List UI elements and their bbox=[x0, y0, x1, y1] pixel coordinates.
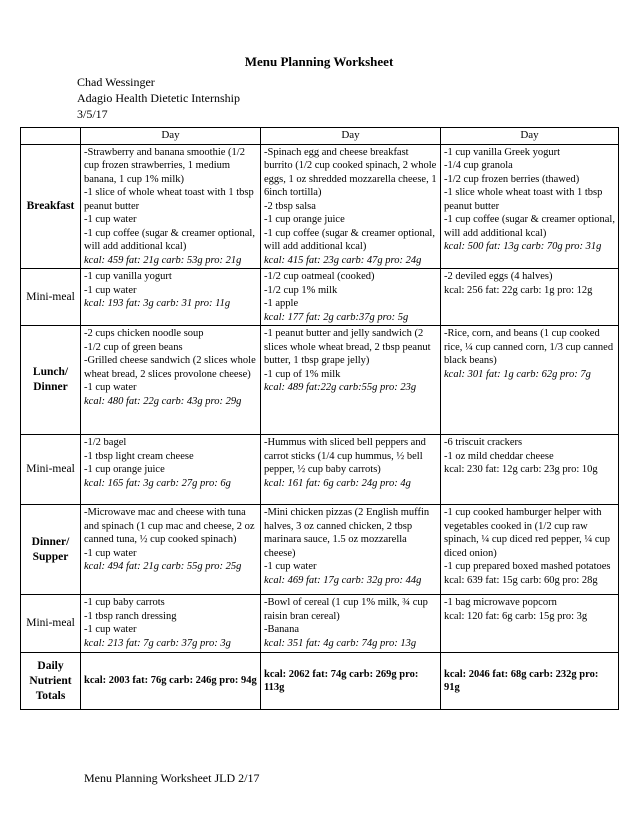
row-label: Mini-meal bbox=[21, 595, 81, 653]
menu-item-line: kcal: 639 fat: 15g carb: 60g pro: 28g bbox=[444, 574, 598, 586]
table-body bbox=[21, 144, 619, 710]
column-header: Day bbox=[441, 128, 619, 145]
menu-item-line: -1 peanut butter and jelly sandwich (2 slices whole wheat bread, 2 tbsp peanut butter, 1 tbsp grape jelly) bbox=[264, 328, 431, 366]
corner-cell bbox=[21, 128, 81, 145]
menu-item-line: -1 cup water bbox=[84, 624, 137, 635]
menu-item-line: -1 cup water bbox=[264, 561, 317, 572]
menu-cell bbox=[261, 435, 441, 505]
table-row bbox=[21, 595, 619, 653]
menu-item-line: -1 cup cooked hamburger helper with vegetables cooked in (1/2 cup raw spinach, ¼ cup diced red pepper, ¼ cup diced onion) bbox=[444, 507, 611, 559]
kcal-summary: kcal: 177 fat: 2g carb:37g pro: 5g bbox=[264, 311, 409, 323]
menu-item-line: -1/2 cup 1% milk bbox=[264, 284, 338, 296]
page-title: Menu Planning Worksheet bbox=[244, 54, 394, 69]
menu-item-line: -1 cup vanilla yogurt bbox=[84, 271, 172, 282]
menu-item-line: -Mini chicken pizzas (2 English muffin halves, 3 oz canned chicken, 2 tbsp marinara sauce, 1.5 oz mozzarella cheese) bbox=[264, 507, 430, 559]
table-row bbox=[21, 144, 619, 269]
kcal-summary: kcal: 494 fat: 21g carb: 55g pro: 25g bbox=[84, 561, 242, 572]
menu-item-line: -1 cup of 1% milk bbox=[264, 368, 341, 380]
menu-item-line: -1 bag microwave popcorn bbox=[444, 597, 557, 608]
menu-cell bbox=[261, 269, 441, 326]
kcal-summary: kcal: 469 fat: 17g carb: 32g pro: 44g bbox=[264, 574, 422, 586]
menu-cell bbox=[81, 505, 261, 595]
menu-cell bbox=[81, 435, 261, 505]
menu-item-line: -1/2 cup frozen berries (thawed) bbox=[444, 173, 580, 185]
menu-item-line: -1 cup water bbox=[84, 214, 137, 225]
table-header-row bbox=[21, 128, 619, 145]
kcal-summary: kcal: 459 fat: 21g carb: 53g pro: 21g bbox=[84, 254, 242, 266]
row-label: Breakfast bbox=[21, 144, 81, 269]
menu-item-line: -1 cup coffee (sugar & creamer optional, will add additional kcal) bbox=[264, 227, 435, 252]
kcal-summary: kcal: 480 fat: 22g carb: 43g pro: 29g bbox=[84, 395, 242, 407]
column-header: Day bbox=[81, 128, 261, 145]
menu-item-line: kcal: 120 fat: 6g carb: 15g pro: 3g bbox=[444, 610, 588, 622]
author-name: Chad Wessinger bbox=[77, 75, 155, 89]
row-label: Mini-meal bbox=[21, 269, 81, 326]
kcal-summary: kcal: 213 fat: 7g carb: 37g pro: 3g bbox=[84, 637, 231, 649]
menu-item-line: -1/2 cup oatmeal (cooked) bbox=[264, 271, 375, 282]
totals-label: Daily Nutrient Totals bbox=[21, 653, 81, 710]
column-header: Day bbox=[261, 128, 441, 145]
menu-item-line: -2 cups chicken noodle soup bbox=[84, 328, 204, 339]
menu-item-line: -1 cup water bbox=[84, 284, 137, 296]
menu-item-line: -1 cup water bbox=[84, 382, 137, 393]
menu-cell bbox=[441, 435, 619, 505]
menu-cell bbox=[441, 144, 619, 269]
menu-cell bbox=[261, 505, 441, 595]
table-row bbox=[21, 269, 619, 326]
menu-cell bbox=[261, 326, 441, 435]
menu-item-line: -1/4 cup granola bbox=[444, 160, 513, 171]
menu-cell bbox=[441, 269, 619, 326]
menu-item-line: -6 triscuit crackers bbox=[444, 437, 523, 448]
table-row bbox=[21, 505, 619, 595]
menu-item-line: kcal: 256 fat: 22g carb: 1g pro: 12g bbox=[444, 284, 593, 296]
organization: Adagio Health Dietetic Internship bbox=[77, 91, 240, 105]
row-label: Dinner/ Supper bbox=[21, 505, 81, 595]
table-row bbox=[21, 435, 619, 505]
menu-item-line: -Strawberry and banana smoothie (1/2 cup frozen strawberries, 1 medium banana, 1 cup 1% milk) bbox=[84, 146, 245, 185]
menu-item-line: -1 slice of whole wheat toast with 1 tbsp peanut butter bbox=[84, 187, 254, 212]
menu-item-line: kcal: 230 fat: 12g carb: 23g pro: 10g bbox=[444, 464, 598, 475]
row-label: Lunch/ Dinner bbox=[21, 326, 81, 435]
menu-item-line: -Microwave mac and cheese with tuna and spinach (1 cup mac and cheese, 2 oz canned tuna, ½ cup cooked spinach) bbox=[84, 507, 255, 545]
menu-item-line: -Spinach egg and cheese breakfast burrito (1/2 cup cooked spinach, 2 whole eggs, 1 oz shredded mozzarella cheese, 1 6inch tortilla) bbox=[264, 146, 437, 198]
kcal-summary: kcal: 301 fat: 1g carb: 62g pro: 7g bbox=[444, 368, 591, 380]
menu-cell bbox=[81, 144, 261, 269]
menu-item-line: -1 tbsp ranch dressing bbox=[84, 610, 177, 622]
menu-item-line: -Rice, corn, and beans (1 cup cooked rice, ¼ cup canned corn, 1/3 cup canned black beans) bbox=[444, 328, 614, 366]
menu-item-line: -1 cup prepared boxed mashed potatoes bbox=[444, 561, 611, 572]
document-date: 3/5/17 bbox=[77, 107, 108, 121]
menu-item-line: -1 cup vanilla Greek yogurt bbox=[444, 146, 561, 158]
menu-cell bbox=[441, 505, 619, 595]
menu-item-line: -1 oz mild cheddar cheese bbox=[444, 450, 554, 462]
totals-row bbox=[21, 653, 619, 710]
kcal-summary: kcal: 351 fat: 4g carb: 74g pro: 13g bbox=[264, 637, 417, 649]
menu-cell bbox=[441, 595, 619, 653]
kcal-summary: kcal: 193 fat: 3g carb: 31 pro: 11g bbox=[84, 298, 231, 309]
document-meta bbox=[77, 74, 240, 122]
menu-item-line: -2 tbsp salsa bbox=[264, 200, 316, 212]
menu-item-line: -1 cup orange juice bbox=[264, 214, 345, 225]
menu-cell bbox=[81, 326, 261, 435]
kcal-summary: kcal: 165 fat: 3g carb: 27g pro: 6g bbox=[84, 477, 231, 489]
menu-item-line: -1 cup coffee (sugar & creamer optional, will add additional kcal) bbox=[444, 214, 615, 239]
menu-cell bbox=[81, 269, 261, 326]
kcal-summary: kcal: 489 fat:22g carb:55g pro: 23g bbox=[264, 382, 417, 393]
daily-total-cell: kcal: 2046 fat: 68g carb: 232g pro: 91g bbox=[441, 653, 619, 710]
menu-table bbox=[20, 127, 619, 710]
daily-total-cell: kcal: 2062 fat: 74g carb: 269g pro: 113g bbox=[261, 653, 441, 710]
menu-cell bbox=[261, 595, 441, 653]
menu-item-line: -1 slice whole wheat toast with 1 tbsp peanut butter bbox=[444, 187, 603, 212]
menu-item-line: -1 cup water bbox=[84, 547, 137, 559]
menu-item-line: -Banana bbox=[264, 624, 299, 635]
kcal-summary: kcal: 415 fat: 23g carb: 47g pro: 24g bbox=[264, 254, 422, 266]
kcal-summary: kcal: 161 fat: 6g carb: 24g pro: 4g bbox=[264, 477, 411, 489]
menu-cell bbox=[261, 144, 441, 269]
menu-item-line: -2 deviled eggs (4 halves) bbox=[444, 271, 553, 282]
menu-item-line: -1 apple bbox=[264, 298, 299, 309]
kcal-summary: kcal: 500 fat: 13g carb: 70g pro: 31g bbox=[444, 241, 602, 252]
row-label: Mini-meal bbox=[21, 435, 81, 505]
table-row bbox=[21, 326, 619, 435]
menu-item-line: -1/2 cup of green beans bbox=[84, 341, 183, 353]
menu-item-line: -1 cup coffee (sugar & creamer optional, will add additional kcal) bbox=[84, 227, 255, 252]
menu-item-line: -1 cup baby carrots bbox=[84, 597, 165, 608]
menu-item-line: -Bowl of cereal (1 cup 1% milk, ¾ cup raisin bran cereal) bbox=[264, 597, 428, 622]
menu-item-line: -Grilled cheese sandwich (2 slices whole wheat bread, 2 slices provolone cheese) bbox=[84, 355, 256, 380]
menu-item-line: -1 tbsp light cream cheese bbox=[84, 450, 194, 462]
menu-cell bbox=[81, 595, 261, 653]
daily-total-cell: kcal: 2003 fat: 76g carb: 246g pro: 94g bbox=[81, 653, 261, 710]
page-footer: Menu Planning Worksheet JLD 2/17 bbox=[84, 771, 260, 785]
menu-item-line: -1 cup orange juice bbox=[84, 464, 165, 475]
menu-item-line: -1/2 bagel bbox=[84, 437, 127, 448]
menu-cell bbox=[441, 326, 619, 435]
menu-item-line: -Hummus with sliced bell peppers and carrot sticks (1/4 cup hummus, ½ bell pepper, ½ cup baby carrots) bbox=[264, 437, 426, 475]
